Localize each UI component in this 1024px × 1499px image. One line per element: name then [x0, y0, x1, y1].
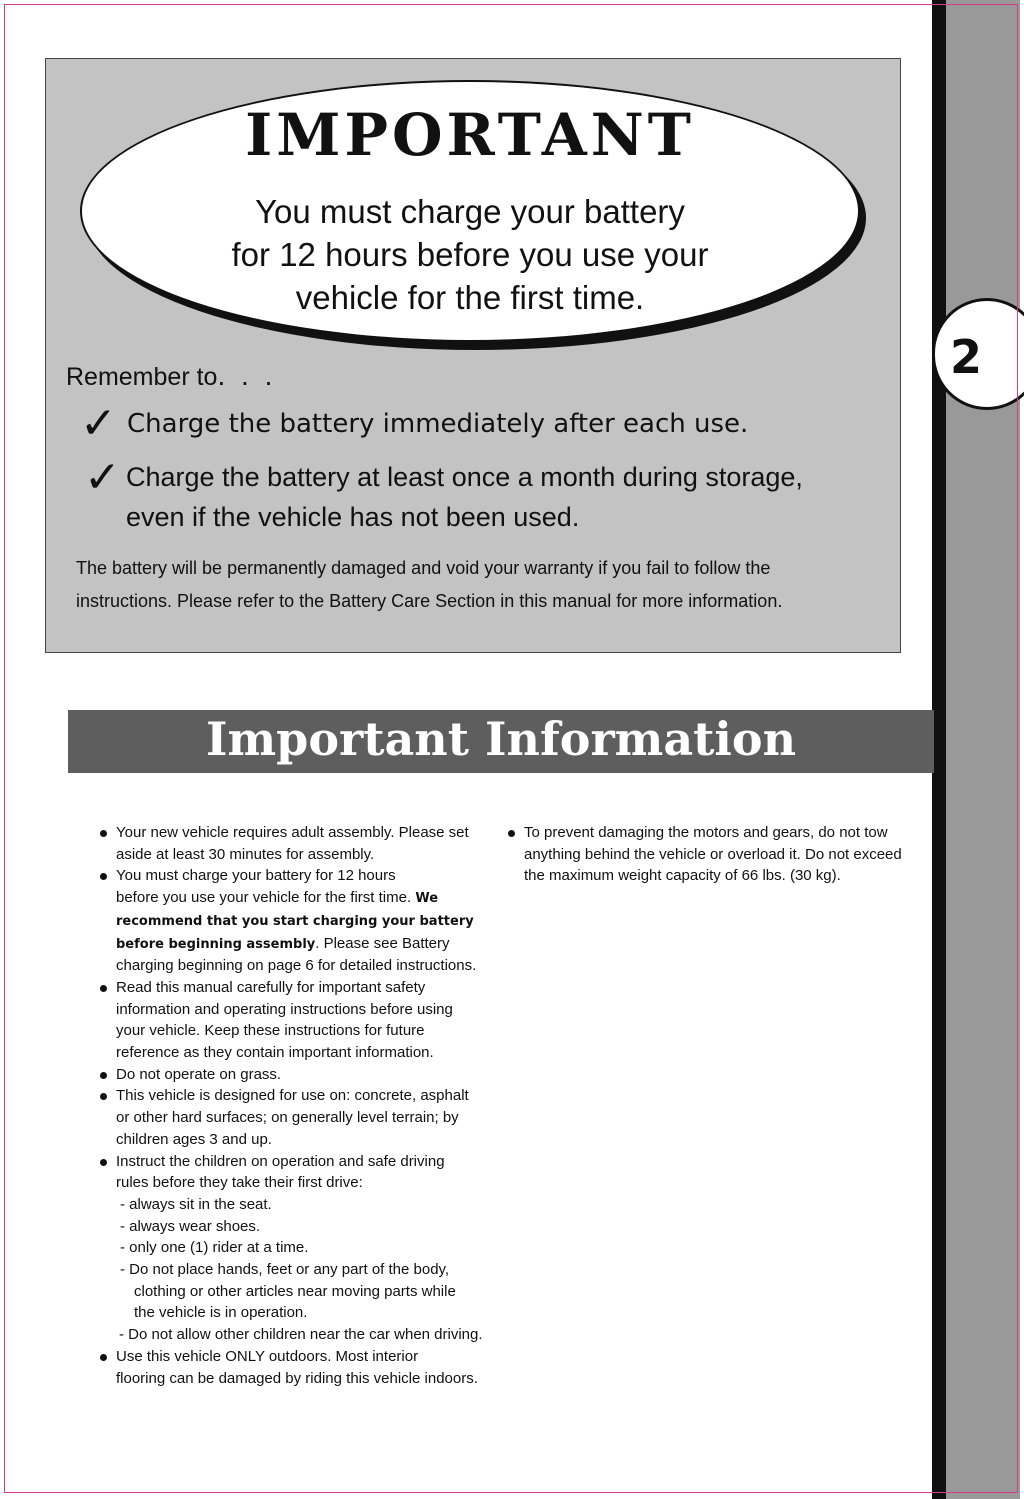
- remember-text: Remember to: [66, 363, 218, 391]
- list-item: You must charge your battery for 12 hours before you use your vehicle for the first time. We recommend that you start charging your battery before beginning assembly. Please see Battery charging beginning on page 6 for detailed instructions.: [100, 865, 530, 977]
- sub-list-item: - always sit in the seat.: [120, 1195, 272, 1213]
- charge-line-1: You must charge your battery: [255, 193, 685, 230]
- sub-list-item-continued: the vehicle is in operation.: [134, 1304, 308, 1322]
- list-item: Use this vehicle ONLY outdoors. Most interior flooring can be damaged by riding this vehicle indoors.: [100, 1346, 530, 1389]
- side-rule: [932, 0, 946, 1499]
- list-item: Read this manual carefully for important safety information and operating instructions before using your vehicle. Keep these instructions for future reference as they contain important information.: [100, 977, 530, 1064]
- left-column: [100, 822, 530, 1389]
- charge-message: [80, 190, 860, 319]
- list-item: Do not operate on grass.: [100, 1064, 530, 1086]
- check-item-2-line-1: Charge the battery at least once a month during storage,: [126, 462, 803, 492]
- sub-list-item: - always wear shoes.: [120, 1217, 261, 1235]
- right-column: [508, 822, 928, 887]
- warranty-warning: [76, 552, 896, 618]
- check-icon: ✓: [84, 453, 121, 502]
- check-item-1: Charge the battery immediately after each use.: [127, 409, 749, 439]
- warning-line-1: The battery will be permanently damaged and void your warranty if you fail to follow the: [76, 558, 771, 578]
- page-number: 2: [949, 330, 982, 384]
- side-strip: [944, 0, 1020, 1499]
- sub-list-item: - only one (1) rider at a time.: [120, 1239, 309, 1257]
- charge-line-3: vehicle for the first time.: [295, 279, 645, 316]
- sub-list-item-continued: clothing or other articles near moving parts while: [134, 1282, 456, 1300]
- warning-line-2: instructions. Please refer to the Battery Care Section in this manual for more information.: [76, 591, 783, 611]
- section-title: Important Information: [205, 712, 797, 766]
- check-item-2: [126, 457, 803, 537]
- check-icon: ✓: [80, 399, 117, 448]
- remember-heading: [66, 360, 276, 392]
- list-item: This vehicle is designed for use on: concrete, asphalt or other hard surfaces; on generally level terrain; by children ages 3 and up.: [100, 1085, 530, 1150]
- sub-list-item: - Do not allow other children near the car when driving.: [119, 1326, 483, 1344]
- list-item: To prevent damaging the motors and gears, do not tow anything behind the vehicle or overload it. Do not exceed the maximum weight capacity of 66 lbs. (30 kg).: [508, 822, 928, 887]
- charge-line-2: for 12 hours before you use your: [231, 236, 709, 273]
- remember-dots: . . .: [217, 360, 277, 391]
- sub-list-item: - Do not place hands, feet or any part of the body,: [120, 1261, 450, 1279]
- check-item-2-line-2: even if the vehicle has not been used.: [126, 502, 580, 532]
- list-item: Your new vehicle requires adult assembly. Please set aside at least 30 minutes for assembly.: [100, 822, 530, 865]
- list-item: Instruct the children on operation and safe driving rules before they take their first drive:: [100, 1151, 530, 1194]
- important-title: IMPORTANT: [245, 101, 695, 169]
